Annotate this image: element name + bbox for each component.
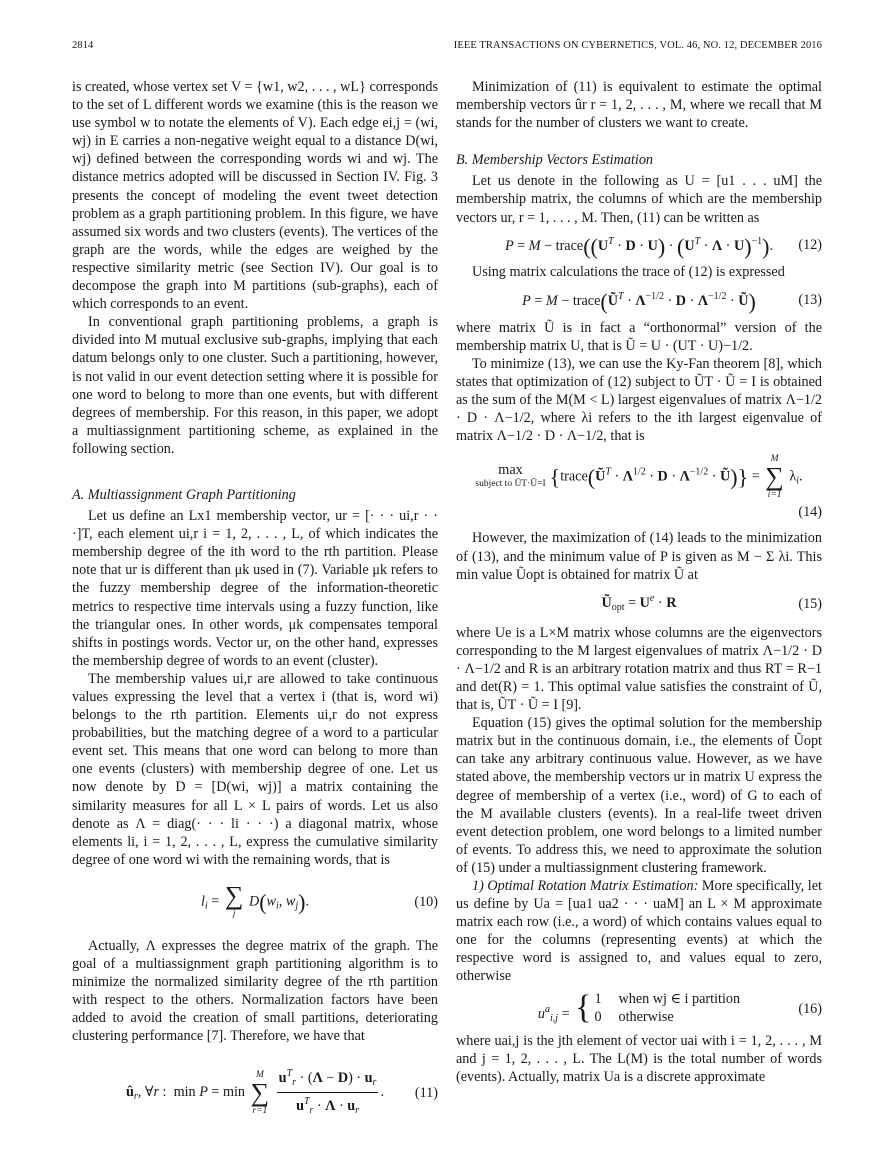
paragraph: where uai,j is the jth element of vector uai with i = 1, 2, . . . , M and j = 1, 2, . . . , L. The L(M) is the total number of words (events). Actually, matrix Ua is a discrete approximate [456,1032,822,1085]
equation-body: $P = M - trace(Ũ^T \cdot \Lambda^{-1/2} \cdot D \cdot \Lambda^{-1/2}$ · Ũ) [522,289,756,315]
paragraph [456,877,822,986]
equation-body: $u^a_{i,j}$ = { 1 when wj ∈ i partition 0 otherwise [537,988,741,1026]
section-heading: B. Membership Vectors Estimation [456,152,654,169]
paragraph: In conventional graph partitioning problems, a graph is divided into M mutual exclusive sub-graphs, implying that each datum belongs only to one cluster. Such a partitioning, however, is not valid in our event detection setting where it is possible for one word to belong to more than one events, but with different degrees of membership. For this reason, in this paper, we adopt a multiassignment partitioning scheme, as explained in the following section. [72,314,438,457]
right-column [456,78,822,1086]
paragraph: Using matrix calculations the trace of (12) is expressed [472,263,785,280]
equation-16 [456,986,822,1032]
max-operator: max subject to ŨT·Ũ=I [475,462,546,490]
paragraph-text: More specifically, let us define by Ua = [ua1 ua2 · · · uaM] an L × M approximate matrix each row (i.e., a word) of which contains values equal to one for the columns (representing events) at which the respective word is assigned to, and values equal to zero, otherwise [456,878,822,985]
paragraph: The membership values ui,r are allowed to take continuous values expressing the level that a vertex i (that is, word wi) belongs to the rth partition. Elements ui,r do not express probabilities, but the matching degree of a word to a particular event set. This means that one word can belong to more than one events (clusters) with membership degree of one. Let us now denote by D = [D(wi, wj)] a matrix containing the similarity measures for all L × L pairs of words. Let us also denote as Λ = diag(· · · li · · ·) a diagonal matrix, whose elements li, i = 1, 2, . . . , L, express the cumulative similarity degree of one word wi with the remaining words, that is [72,670,438,868]
equation-body: $P = M - trace((U^T \cdot D \cdot U) \cdot (U^T \cdot \Lambda \cdot U)^{-1})$. [504,234,774,260]
case-1-condition: when wj ∈ i partition [618,990,741,1007]
equation-number: (13) [798,291,822,308]
max-subscript: subject to ŨT·Ũ=I [475,479,546,490]
subsection-heading: 1) Optimal Rotation Matrix Estimation: [472,878,699,894]
equation-10 [72,873,438,931]
paragraph: Minimization of (11) is equivalent to estimate the optimal membership vectors ûr r = 1, 2, . . . , M, where we recall that M stands for the number of clusters we want to create. [456,79,822,132]
section-heading: A. Multiassignment Graph Partitioning [72,486,296,503]
paragraph: Actually, Λ expresses the degree matrix of the graph. The goal of a multiassignment graph partitioning algorithm is to minimize the normalized similarity degree of the rth partition with respect to the others. Normalization factors have been added to avoid the creation of small partitions, deteriorating clustering performance [7]. Therefore, we have that [72,937,438,1045]
equation-body: max subject to ŨT·Ũ=I {$trace(Ũ^T \cdot \Lambda^{1/2} \cdot D \cdot \Lambda^{-1/2}$ · Ũ)} = M ∑ i=1 $\lambda_i$. [475,454,803,501]
equation-11 [72,1058,438,1128]
equation-12 [456,227,822,263]
journal-citation: IEEE TRANSACTIONS ON CYBERNETICS, VOL. 46, NO. 12, DECEMBER 2016 [453,40,822,51]
paragraph: Let us denote in the following as U = [u1 . . . uM] the membership matrix, the columns of which are the membership vectors ur, r = 1, . . . , M. Then, (11) can be written as [456,173,822,226]
equation-number: (12) [798,236,822,253]
case-2-condition: otherwise [618,1008,674,1025]
equation-14 [456,449,822,521]
equation-number: (14) [798,504,822,521]
equation-body: $Ũ_{opt} = U^e \cdot R$ [601,593,677,614]
equation-body: $û_r$, ∀r : min P = min M ∑ r=1 $\frac{u^T_r \cdot (\Lambda - D) \cdot u_r}{u^T_r \cdot \Lambda \cdot u_r}$ . [126,1068,384,1116]
page-number: 2814 [72,40,94,51]
equation-body: $l_i$ = ∑ j $D(w_i$, $w_j$). [201,880,309,919]
equation-number: (16) [798,1000,822,1017]
equation-15 [456,584,822,624]
paragraph: is created, whose vertex set V = {w1, w2, . . . , wL} corresponds to the set of L different words we examine (this is the reason we use symbol w to notate the elements of V). Each edge ei,j = (wi, wj) in E carries a non-negative weight equal to a distance D(wi, wj) defined between the corresponding words wi and wj. The distance metrics adopted will be discussed in Section IV. Fig. 3 presents the concept of modeling the event tweet detection problem as a graph partitioning problem. In this figure, we have assumed six words and two clusters (events). The vertices of the graph are the words, while the edges are weighed by the respective similarity metric (see Section IV). Our goal is to decompose the graph into M partitions (sub-graphs), each of which corresponds to an event. [72,79,438,313]
paragraph: Equation (15) gives the optimal solution for the membership matrix but in the continuous domain, i.e., the elements of Ũopt can take any arbitrary continuous value. However, as we have stated above, the membership vectors ur in matrix U express the degree of membership of a vertex (i.e., word) of G to each of the M available clusters (events). In a real-life tweet driven event detection problem, one word belongs to a limited number of events. To address this, we need to approximate the solution of (15) under a multiassignment clustering framework. [456,715,822,876]
equation-13 [456,281,822,319]
paragraph: Let us define an Lx1 membership vector, ur = [· · · ui,r · · ·]T, each element ui,r i = 1, 2, . . . , L, of which indicates the membership degree of the ith word to the rth partition. Please note that ur is different than μk used in (7). Variable μk refers to the fuzzy membership degree of the information-theoretic metrics to respective time intervals using a fuzzy function, like the triangular ones. In other words, μk compensates temporal shifts in postings words. Vector ur, on the other hand, expresses the membership degree of words to an event (cluster). [72,508,438,669]
left-column [72,78,438,1128]
equation-number: (15) [798,595,822,612]
paragraph: However, the maximization of (14) leads to the minimization of (13), and the minimum value of P is given as M − Σ λi. This min value Ũopt is obtained for matrix Ũ at [456,530,822,583]
equation-number: (10) [414,893,438,910]
running-header [72,40,822,54]
paragraph: where Ue is a L×M matrix whose columns are the eigenvectors corresponding to the M largest eigenvalues of matrix Λ−1/2 · D · Λ−1/2 and R is an arbitrary rotation matrix and thus RT = R−1 and det(R) = 1. This optimal value satisfies the constraint of Ũ, that is, ŨT · Ũ = I [9]. [456,624,822,714]
paragraph: where matrix Ũ is in fact a “orthonormal” version of the membership matrix U, that is Ũ = U · (UT · U)−1/2. [456,319,822,354]
paragraph: To minimize (13), we can use the Ky-Fan theorem [8], which states that optimization of (12) subject to ŨT · Ũ = I is obtained as the sum of the M(M < L) largest eigenvalues of matrix Λ−1/2 · D · Λ−1/2, where λi refers to the ith largest eigenvalue of matrix Λ−1/2 · D · Λ−1/2, that is [456,355,822,445]
equation-number: (11) [414,1084,438,1101]
